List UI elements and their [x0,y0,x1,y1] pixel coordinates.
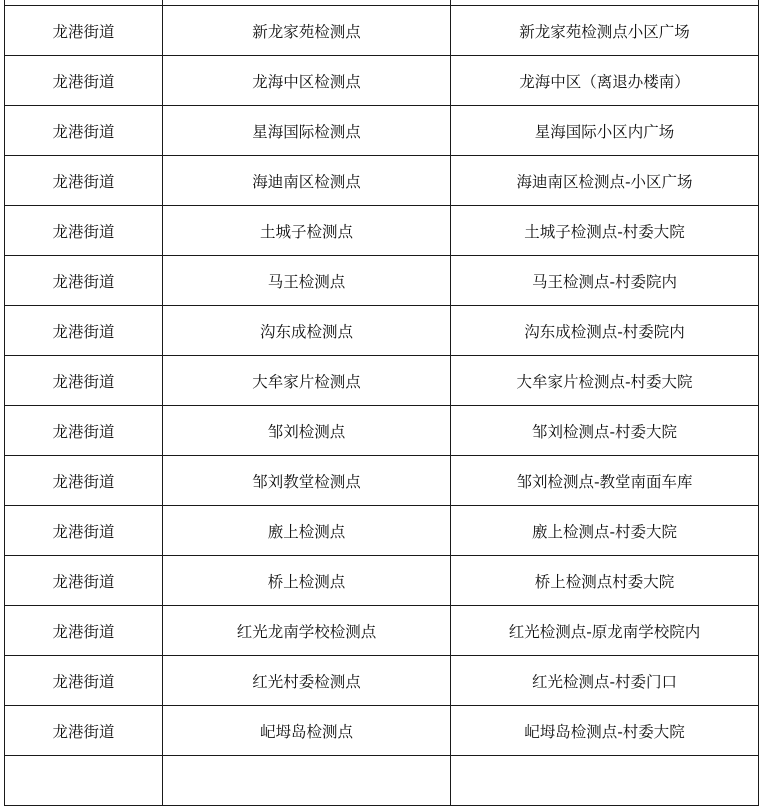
street-cell [5,756,163,806]
street-cell: 龙港街道 [5,306,163,356]
table-row [5,406,759,456]
street-cell: 龙港街道 [5,656,163,706]
site-name-cell: 海迪南区检测点 [163,156,451,206]
site-location-cell: 星海国际小区内广场 [451,106,759,156]
site-name-cell: 邹刘检测点 [163,406,451,456]
table-row [5,256,759,306]
table-row [5,56,759,106]
table-row [5,606,759,656]
site-location-cell: 沟东成检测点-村委院内 [451,306,759,356]
site-name-cell [163,756,451,806]
site-name-cell: 龙海中区检测点 [163,56,451,106]
site-location-cell: 邹刘检测点-教堂南面车库 [451,456,759,506]
site-location-cell: 红光检测点-原龙南学校院内 [451,606,759,656]
street-cell: 龙港街道 [5,6,163,56]
street-cell: 龙港街道 [5,256,163,306]
site-location-cell: 邹刘检测点-村委大院 [451,406,759,456]
site-name-cell: 屺坶岛检测点 [163,706,451,756]
site-name-cell: 红光龙南学校检测点 [163,606,451,656]
site-name-cell: 廒上检测点 [163,506,451,556]
table-row [5,506,759,556]
site-location-cell: 屺坶岛检测点-村委大院 [451,706,759,756]
site-name-cell: 新龙家苑检测点 [163,6,451,56]
site-name-cell: 沟东成检测点 [163,306,451,356]
site-location-cell: 土城子检测点-村委大院 [451,206,759,256]
site-name-cell: 星海国际检测点 [163,106,451,156]
site-name-cell: 红光村委检测点 [163,656,451,706]
street-cell: 龙港街道 [5,156,163,206]
street-cell: 龙港街道 [5,456,163,506]
table-row [5,6,759,56]
site-name-cell: 马王检测点 [163,256,451,306]
street-cell: 龙港街道 [5,706,163,756]
table-row [5,106,759,156]
table-body [5,0,759,806]
table-row [5,656,759,706]
testing-sites-sheet [4,0,758,806]
site-location-cell: 龙海中区（离退办楼南） [451,56,759,106]
site-location-cell [451,756,759,806]
table-row [5,206,759,256]
table-row [5,356,759,406]
table-row [5,556,759,606]
site-name-cell: 大牟家片检测点 [163,356,451,406]
site-location-cell: 桥上检测点村委大院 [451,556,759,606]
site-location-cell: 海迪南区检测点-小区广场 [451,156,759,206]
site-location-cell: 廒上检测点-村委大院 [451,506,759,556]
site-name-cell: 土城子检测点 [163,206,451,256]
street-cell: 龙港街道 [5,106,163,156]
site-location-cell: 马王检测点-村委院内 [451,256,759,306]
testing-sites-table [4,0,759,806]
street-cell: 龙港街道 [5,406,163,456]
street-cell: 龙港街道 [5,356,163,406]
street-cell: 龙港街道 [5,606,163,656]
site-name-cell: 桥上检测点 [163,556,451,606]
street-cell: 龙港街道 [5,506,163,556]
table-row [5,756,759,806]
site-location-cell: 大牟家片检测点-村委大院 [451,356,759,406]
site-location-cell: 新龙家苑检测点小区广场 [451,6,759,56]
site-location-cell: 红光检测点-村委门口 [451,656,759,706]
street-cell: 龙港街道 [5,206,163,256]
street-cell: 龙港街道 [5,56,163,106]
table-row [5,456,759,506]
table-row [5,706,759,756]
street-cell: 龙港街道 [5,556,163,606]
table-row [5,156,759,206]
site-name-cell: 邹刘教堂检测点 [163,456,451,506]
table-row [5,306,759,356]
